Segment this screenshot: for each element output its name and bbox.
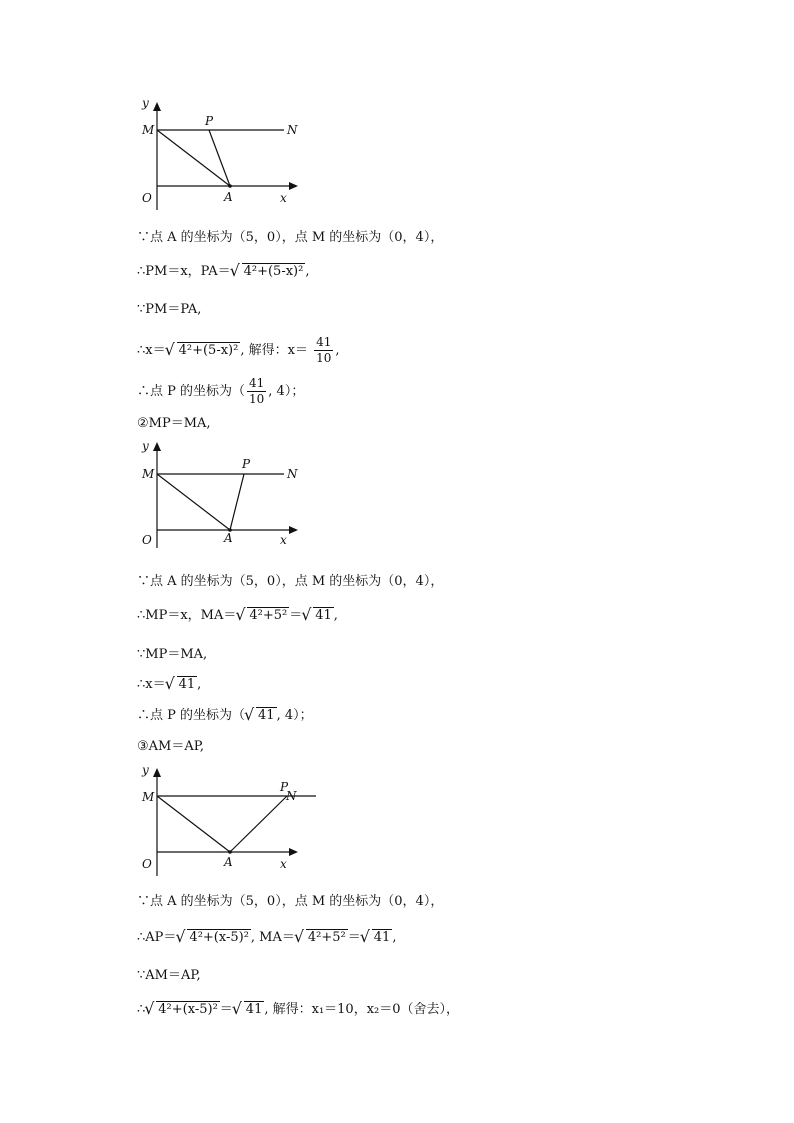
point-p-label: P (205, 114, 214, 128)
s2-line3: ∵MP＝MA, (137, 647, 208, 662)
s1-line5: ∴点 P 的坐标为（ $\frac{41}{10}$ , 4）； (137, 376, 305, 406)
point-n-label: N (286, 789, 297, 803)
point-m-label: M (142, 467, 155, 481)
point-m-label: M (142, 790, 155, 804)
s3-line3: ∵AM＝AP, (137, 968, 201, 983)
y-axis-label: y (142, 763, 149, 777)
origin-label: O (142, 191, 152, 205)
s2-line2: ∴MP＝x，MA＝√ 4²+5² ＝√ 41 , (137, 606, 338, 626)
x-axis-label: x (280, 533, 287, 547)
point-n-label: N (287, 123, 298, 137)
s1-line2: ∴PM＝x，PA＝√ 4²+(5-x)² , (137, 262, 309, 282)
s2-line1: ∵点 A 的坐标为（5，0），点 M 的坐标为（0，4）， (137, 574, 444, 589)
s1-line3: ∵PM＝PA, (137, 302, 202, 317)
figure-1 (130, 92, 330, 212)
y-axis-label: y (142, 439, 149, 453)
s3-heading: ③AM＝AP, (137, 739, 204, 754)
x-axis-label: x (280, 191, 287, 205)
figure-3 (130, 758, 330, 878)
point-a-label: A (224, 855, 233, 869)
s3-line1: ∵点 A 的坐标为（5，0），点 M 的坐标为（0，4）， (137, 894, 444, 909)
point-m-label: M (142, 123, 155, 137)
s3-line4: ∴√ 4²+(x-5)² ＝√ 41 , 解得：x₁＝10，x₂＝0（舍去）， (137, 1000, 459, 1020)
s2-heading: ②MP＝MA, (137, 416, 211, 431)
x-axis-label: x (280, 857, 287, 871)
s3-line2: ∴AP＝√ 4²+(x-5)² , MA＝√ 4²+5² ＝√ 41 , (137, 928, 396, 948)
point-p-label: P (242, 457, 251, 471)
point-p-label: P (280, 780, 289, 794)
s2-line4: ∴x＝√ 41 , (137, 675, 201, 695)
point-a-label: A (224, 190, 233, 204)
s1-line4: ∴x＝√ 4²+(5-x)² , 解得：x＝ $\frac{41}{10}$ , (137, 335, 340, 366)
s2-line5: ∴点 P 的坐标为（√ 41 , 4）； (137, 706, 313, 726)
origin-label: O (142, 857, 152, 871)
point-n-label: N (287, 467, 298, 481)
figure-2 (130, 436, 330, 551)
s1-line1: ∵点 A 的坐标为（5，0），点 M 的坐标为（0，4）， (137, 230, 444, 245)
y-axis-label: y (142, 96, 149, 110)
point-a-label: A (224, 531, 233, 545)
origin-label: O (142, 533, 152, 547)
